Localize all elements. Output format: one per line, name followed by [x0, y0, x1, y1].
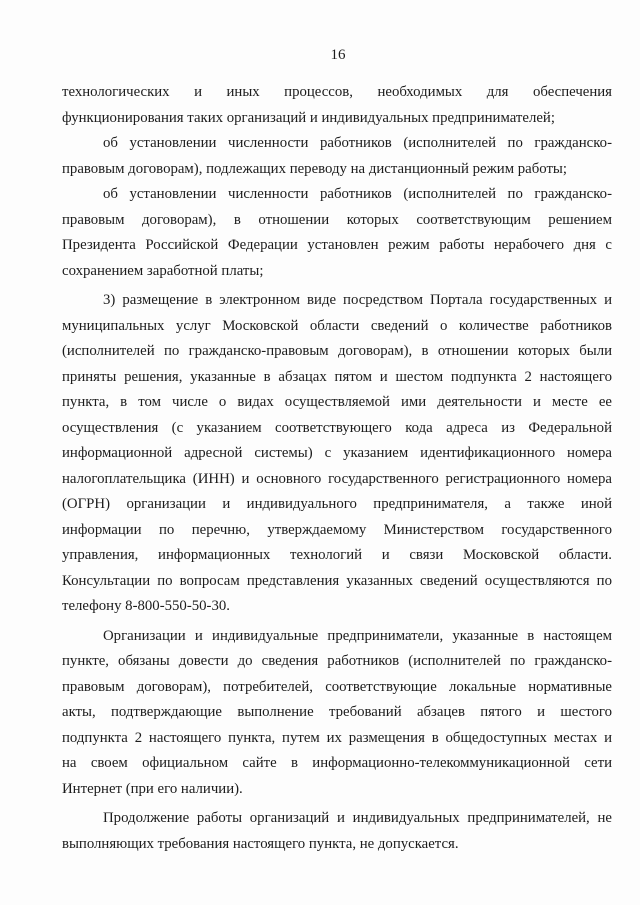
- text-line: (ОГРН) организации и индивидуального предпринимателя, а также иной: [62, 496, 612, 512]
- text-line: Организации и индивидуальные предприниматели, указанные в настоящем: [103, 627, 612, 644]
- text-line: телефону 8-800-550-50-30.: [62, 598, 230, 614]
- paragraph: [62, 624, 612, 803]
- text-line: муниципальных услуг Московской области сведений о количестве работников: [62, 317, 612, 334]
- page-body: [62, 80, 612, 857]
- text-line: технологических и иных процессов, необходимых для обеспечения: [62, 84, 612, 100]
- text-line: пункта, в том числе о видах осуществляемой ими деятельности и месте ее: [62, 394, 612, 410]
- text-line: приняты решения, указанные в абзацах пятом и шестом подпункта 2 настоящего: [62, 368, 612, 385]
- text-line: выполняющих требования настоящего пункта, не допускается.: [62, 835, 459, 852]
- text-line: осуществления (с указанием соответствующего кода адреса из Федеральной: [62, 419, 612, 436]
- paragraph: [62, 80, 612, 131]
- text-line: (исполнителей по гражданско-правовым договорам), в отношении которых были: [62, 343, 612, 359]
- text-line: правовым договорам), подлежащих переводу на дистанционный режим работы;: [62, 160, 567, 177]
- text-line: налогоплательщика (ИНН) и основного государственного регистрационного номера: [62, 470, 612, 487]
- text-line: акты, подтверждающие выполнение требований абзацев пятого и шестого: [62, 704, 612, 720]
- text-line: правовым договорам), потребителей, соответствующие локальные нормативные: [62, 678, 612, 695]
- text-line: управления, информационных технологий и связи Московской области.: [62, 547, 612, 563]
- text-line: об установлении численности работников (исполнителей по гражданско-: [103, 186, 612, 202]
- text-line: Интернет (при его наличии).: [62, 780, 243, 797]
- text-line: на своем официальном сайте в информационно-телекоммуникационной сети: [62, 755, 612, 771]
- text-line: функционирования таких организаций и индивидуальных предпринимателей;: [62, 109, 555, 126]
- text-line: информационной адресной системы) с указанием идентификационного номера: [62, 445, 612, 461]
- text-line: об установлении численности работников (исполнителей по гражданско-: [103, 135, 612, 151]
- text-line: 3) размещение в электронном виде посредством Портала государственных и: [103, 292, 612, 308]
- paragraph: [62, 806, 612, 857]
- text-line: сохранением заработной платы;: [62, 262, 264, 279]
- paragraph: [62, 288, 612, 620]
- paragraph: [62, 131, 612, 182]
- text-line: Президента Российской Федерации установлен режим работы нерабочего дня с: [62, 237, 612, 253]
- text-line: Продолжение работы организаций и индивидуальных предпринимателей, не: [103, 810, 612, 826]
- text-line: информации по перечню, утверждаемому Министерством государственного: [62, 521, 612, 538]
- text-line: правовым договорам), в отношении которых соответствующим решением: [62, 211, 612, 228]
- paragraph: [62, 182, 612, 284]
- page-number: 16: [330, 47, 346, 63]
- text-line: Консультации по вопросам представления указанных сведений осуществляются по: [62, 572, 612, 589]
- text-line: пункте, обязаны довести до сведения работников (исполнителей по гражданско-: [62, 653, 612, 669]
- text-line: подпункта 2 настоящего пункта, путем их размещения в общедоступных местах и: [62, 729, 612, 746]
